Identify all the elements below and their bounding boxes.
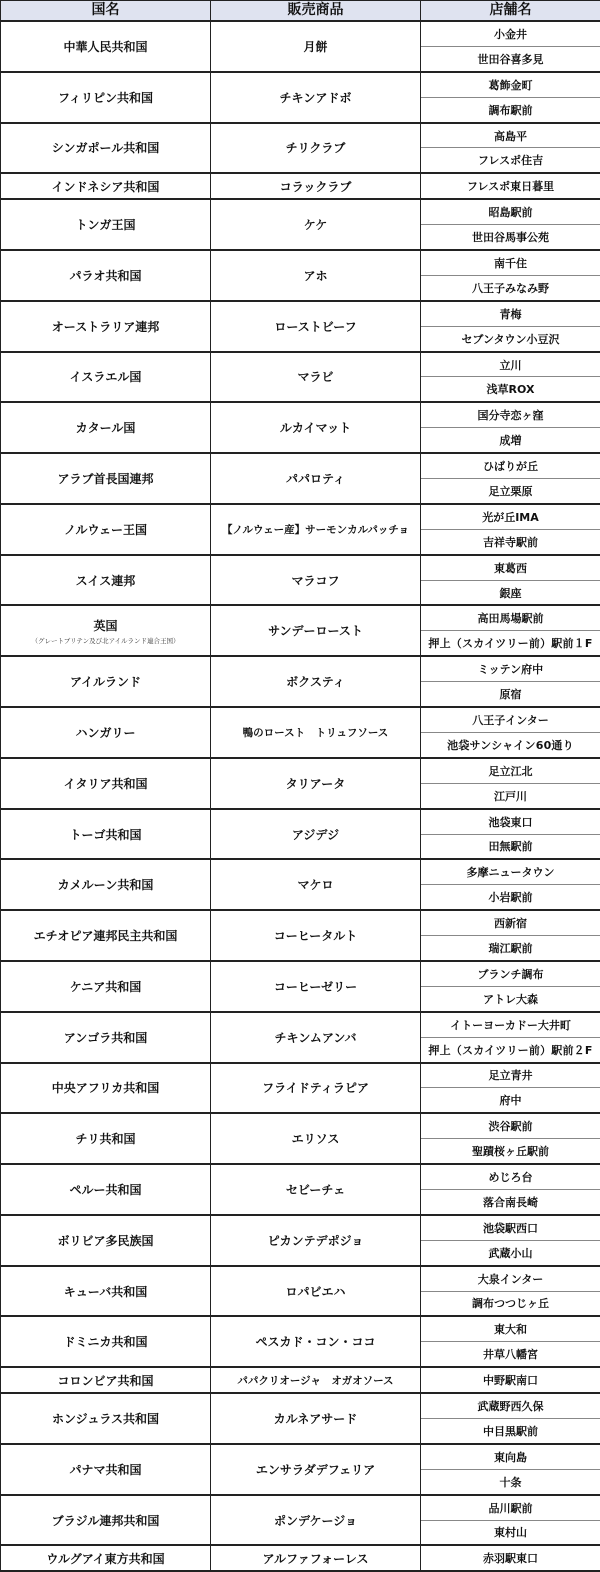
table-row [1, 1545, 600, 1571]
store-cell: 西新宿 [421, 910, 600, 935]
country-name: ボリビア多民族国 [57, 1234, 153, 1248]
product-cell: チキンムアンバ [211, 1012, 421, 1063]
store-cell: 光が丘IMA [421, 504, 600, 529]
store-cell: 大泉インター [421, 1266, 600, 1291]
store-cell: 池袋駅西口 [421, 1215, 600, 1240]
country-name: シンガポール共和国 [52, 141, 159, 155]
country-cell [1, 809, 211, 860]
store-cell: フレスポ住吉 [421, 148, 600, 173]
country-cell [1, 453, 211, 504]
store-cell: ひばりが丘 [421, 453, 600, 478]
country-cell [1, 1012, 211, 1063]
table-row [1, 352, 600, 377]
store-cell: 東向島 [421, 1444, 600, 1469]
country-name: アンゴラ共和国 [64, 1031, 148, 1045]
table-row [1, 1063, 600, 1088]
store-cell: 中目黒駅前 [421, 1418, 600, 1443]
table-row [1, 173, 600, 199]
store-cell: 成増 [421, 428, 600, 453]
table-row [1, 301, 600, 326]
store-cell: 立川 [421, 352, 600, 377]
store-cell: 調布つつじヶ丘 [421, 1291, 600, 1316]
product-cell: コーヒータルト [211, 910, 421, 961]
product-cell: アルファフォーレス [211, 1545, 421, 1571]
country-cell [1, 402, 211, 453]
store-cell: フレスポ東日暮里 [421, 173, 600, 199]
store-cell: 調布駅前 [421, 97, 600, 122]
product-cell: エンサラダデフェリア [211, 1444, 421, 1495]
store-cell: 世田谷喜多見 [421, 46, 600, 71]
table-row [1, 1495, 600, 1520]
country-cell [1, 1113, 211, 1164]
product-cell: ローストビーフ [211, 301, 421, 352]
country-cell [1, 301, 211, 352]
country-cell [1, 72, 211, 123]
store-cell: 高田馬場駅前 [421, 605, 600, 630]
country-name: パラオ共和国 [69, 269, 141, 283]
country-name: パナマ共和国 [69, 1463, 141, 1477]
country-cell [1, 1316, 211, 1367]
header-product: 販売商品 [211, 1, 421, 22]
product-cell: コラックラブ [211, 173, 421, 199]
country-name: 中央アフリカ共和国 [52, 1081, 159, 1095]
store-cell: ブランチ調布 [421, 961, 600, 986]
store-cell: 中野駅南口 [421, 1367, 600, 1393]
store-cell: 東葛西 [421, 555, 600, 580]
country-cell [1, 1367, 211, 1393]
table-row [1, 199, 600, 224]
product-cell: ペスカド・コン・ココ [211, 1316, 421, 1367]
table-row [1, 809, 600, 834]
product-cell: ロパビエハ [211, 1266, 421, 1317]
product-cell: 鴨のロースト トリュフソース [211, 707, 421, 758]
table-header-row [1, 1, 600, 22]
store-cell: 聖蹟桜ヶ丘駅前 [421, 1139, 600, 1164]
country-name: イタリア共和国 [63, 777, 147, 791]
store-cell: セブンタウン小豆沢 [421, 326, 600, 351]
product-cell: セビーチェ [211, 1164, 421, 1215]
country-name: ホンジュラス共和国 [52, 1412, 159, 1426]
table-body [1, 21, 600, 1571]
store-cell: 十条 [421, 1469, 600, 1494]
store-cell: 葛飾金町 [421, 72, 600, 97]
store-cell: 小岩駅前 [421, 885, 600, 910]
country-cell [1, 859, 211, 910]
country-cell [1, 352, 211, 403]
country-cell [1, 199, 211, 250]
product-cell: マケロ [211, 859, 421, 910]
store-cell: 青梅 [421, 301, 600, 326]
country-name: カタール国 [76, 421, 136, 435]
product-cell: チリクラブ [211, 123, 421, 174]
product-cell: ルカイマット [211, 402, 421, 453]
table-row [1, 1316, 600, 1341]
table-row [1, 656, 600, 681]
table-row [1, 605, 600, 630]
country-name: イスラエル国 [70, 370, 142, 384]
header-country: 国名 [1, 1, 211, 22]
store-cell: イトーヨーカドー大井町 [421, 1012, 600, 1037]
store-cell: 武蔵野西久保 [421, 1393, 600, 1418]
store-cell: 足立江北 [421, 758, 600, 783]
store-cell: 銀座 [421, 580, 600, 605]
table-row [1, 707, 600, 732]
product-cell: ポンデケージョ [211, 1495, 421, 1546]
country-official-name: （グレートブリテン及び北アイルランド連合王国） [1, 636, 210, 645]
country-name: アイルランド [70, 675, 141, 689]
country-name: オーストラリア連邦 [52, 320, 159, 334]
country-name: トンガ王国 [75, 218, 135, 232]
country-cell [1, 504, 211, 555]
country-cell [1, 173, 211, 199]
country-name: アラブ首長国連邦 [57, 472, 153, 486]
product-cell: エリソス [211, 1113, 421, 1164]
country-cell [1, 605, 211, 656]
table-row [1, 250, 600, 275]
store-cell: 江戸川 [421, 783, 600, 808]
table-row [1, 859, 600, 884]
country-cell [1, 1215, 211, 1266]
store-cell: ミッテン府中 [421, 656, 600, 681]
country-name: チリ共和国 [75, 1132, 135, 1146]
product-cell: コーヒーゼリー [211, 961, 421, 1012]
country-name: 英国 [93, 619, 117, 633]
country-cell [1, 555, 211, 606]
store-cell: アトレ大森 [421, 986, 600, 1011]
table-row [1, 1393, 600, 1418]
country-name: カメルーン共和国 [58, 878, 154, 892]
country-name: ケニア共和国 [70, 980, 142, 994]
country-cell [1, 1393, 211, 1444]
table-row [1, 1164, 600, 1189]
table-row [1, 961, 600, 986]
table-row [1, 1113, 600, 1138]
store-cell: 押上（スカイツリー前）駅前１F [421, 631, 600, 656]
country-cell [1, 910, 211, 961]
country-cell [1, 1164, 211, 1215]
country-cell [1, 1063, 211, 1114]
country-cell [1, 961, 211, 1012]
country-name: フィリピン共和国 [58, 91, 153, 105]
country-name: ブラジル連邦共和国 [52, 1514, 160, 1528]
table-row [1, 1444, 600, 1469]
store-cell: 浅草ROX [421, 377, 600, 402]
product-cell: マラコフ [211, 555, 421, 606]
country-cell [1, 21, 211, 72]
product-cell: チキンアドボ [211, 72, 421, 123]
product-cell: タリアータ [211, 758, 421, 809]
table-row [1, 1266, 600, 1291]
store-cell: 八王子みなみ野 [421, 275, 600, 300]
table-row [1, 123, 600, 148]
table-row [1, 402, 600, 427]
store-cell: 田無駅前 [421, 834, 600, 859]
country-name: スイス連邦 [76, 574, 136, 588]
store-cell: 足立青井 [421, 1063, 600, 1088]
country-name: コロンビア共和国 [57, 1374, 153, 1388]
country-name: トーゴ共和国 [69, 828, 141, 842]
table-row [1, 504, 600, 529]
store-cell: 高島平 [421, 123, 600, 148]
store-cell: 国分寺恋ヶ窪 [421, 402, 600, 427]
product-cell: 【ノルウェー産】サーモンカルパッチョ [211, 504, 421, 555]
product-cell: ボクスティ [211, 656, 421, 707]
store-cell: 府中 [421, 1088, 600, 1113]
store-cell: 世田谷馬事公苑 [421, 225, 600, 250]
store-cell: 池袋サンシャイン60通り [421, 732, 600, 757]
table-row [1, 21, 600, 46]
country-name: ノルウェー王国 [64, 523, 147, 537]
table-row [1, 1367, 600, 1393]
table-row [1, 72, 600, 97]
store-cell: 南千住 [421, 250, 600, 275]
country-name: ペルー共和国 [69, 1183, 141, 1197]
table-row [1, 758, 600, 783]
store-cell: 東村山 [421, 1520, 600, 1545]
country-cell [1, 123, 211, 174]
country-name: キューバ共和国 [64, 1285, 147, 1299]
store-cell: 品川駅前 [421, 1495, 600, 1520]
product-cell: ケケ [211, 199, 421, 250]
product-cell: フライドティラピア [211, 1063, 421, 1114]
store-cell: 足立栗原 [421, 479, 600, 504]
country-name: ウルグアイ東方共和国 [46, 1552, 164, 1566]
country-name: インドネシア共和国 [52, 180, 160, 194]
store-cell: めじろ台 [421, 1164, 600, 1189]
product-cell: カルネアサード [211, 1393, 421, 1444]
table-row [1, 910, 600, 935]
table-row [1, 1215, 600, 1240]
product-cell: アジデジ [211, 809, 421, 860]
country-name: 中華人民共和国 [63, 40, 147, 54]
store-cell: 渋谷駅前 [421, 1113, 600, 1138]
country-cell [1, 1495, 211, 1546]
store-cell: 原宿 [421, 682, 600, 707]
store-cell: 東大和 [421, 1316, 600, 1341]
table-row [1, 453, 600, 478]
country-cell [1, 707, 211, 758]
country-name: ドミニカ共和国 [63, 1335, 147, 1349]
product-cell: ピカンテデポジョ [211, 1215, 421, 1266]
store-cell: 赤羽駅東口 [421, 1545, 600, 1571]
store-cell: 八王子インター [421, 707, 600, 732]
country-name: エチオピア連邦民主共和国 [34, 929, 178, 943]
store-cell: 多摩ニュータウン [421, 859, 600, 884]
store-cell: 瑞江駅前 [421, 936, 600, 961]
product-cell: サンデーロースト [211, 605, 421, 656]
table-row [1, 1012, 600, 1037]
store-cell: 押上（スカイツリー前）駅前２F [421, 1037, 600, 1062]
header-store: 店舗名 [421, 1, 600, 22]
store-cell: 吉祥寺駅前 [421, 529, 600, 554]
store-cell: 落合南長崎 [421, 1189, 600, 1214]
country-cell [1, 656, 211, 707]
country-cell [1, 1545, 211, 1571]
country-cell [1, 1444, 211, 1495]
product-cell: パパクリオージャ オガオソース [211, 1367, 421, 1393]
product-cell: マラビ [211, 352, 421, 403]
country-name: ハンガリー [75, 726, 135, 740]
product-cell: アホ [211, 250, 421, 301]
table-row [1, 555, 600, 580]
store-cell: 小金井 [421, 21, 600, 46]
country-cell [1, 250, 211, 301]
store-cell: 井草八幡宮 [421, 1342, 600, 1367]
store-cell: 武蔵小山 [421, 1240, 600, 1265]
store-cell: 昭島駅前 [421, 199, 600, 224]
country-cell [1, 1266, 211, 1317]
product-cell: パパロティ [211, 453, 421, 504]
country-cell [1, 758, 211, 809]
product-cell: 月餅 [211, 21, 421, 72]
store-cell: 池袋東口 [421, 809, 600, 834]
